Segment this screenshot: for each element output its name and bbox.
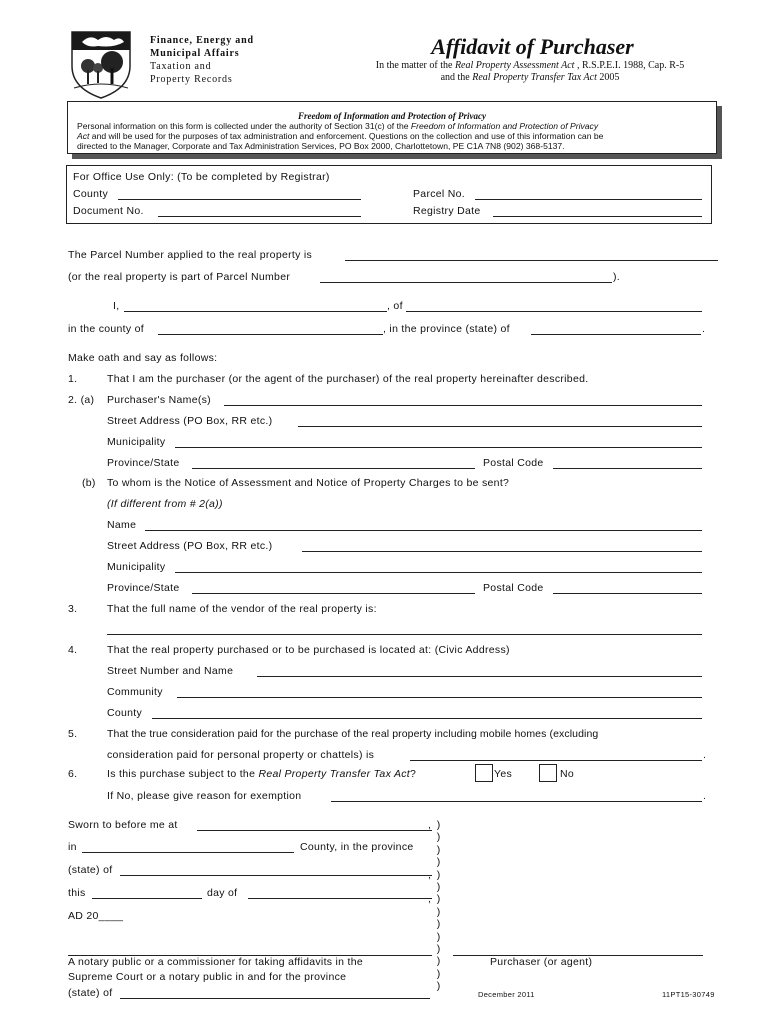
street-field-a[interactable]	[298, 415, 702, 427]
privacy-heading: Freedom of Information and Protection of Privacy	[298, 111, 486, 121]
municipality-field-b[interactable]	[175, 561, 702, 573]
item2a-number: 2. (a)	[68, 394, 95, 406]
dept-line3: Taxation and	[150, 61, 212, 72]
privacy-l2b: and will be used for the purposes of tax administration and enforcement. Questions on the collection and use of this information can be	[89, 131, 604, 141]
item3-number: 3.	[68, 603, 78, 615]
office-use-heading: For Office Use Only: (To be completed by Registrar)	[73, 171, 330, 183]
privacy-line1	[77, 121, 716, 131]
oath-label: Make oath and say as follows:	[68, 352, 218, 364]
notary-line-3: (state) of	[68, 987, 113, 999]
sworn-at-field[interactable]	[197, 819, 432, 831]
item6-number: 6.	[68, 768, 78, 780]
postal-label-b: Postal Code	[483, 582, 544, 594]
item5-text-1: That the true consideration paid for the purchase of the real property including mobile homes (excluding	[107, 728, 599, 740]
title-subtitle-1	[340, 60, 720, 71]
parcel-applied-label: The Parcel Number applied to the real property is	[68, 249, 313, 261]
office-document-label: Document No.	[73, 205, 144, 217]
province-field-a[interactable]	[192, 457, 475, 469]
postal-field-b[interactable]	[553, 582, 702, 594]
sub2-c: 2005	[596, 72, 620, 83]
sub1-b: Real Property Assessment Act	[454, 60, 575, 71]
form-title: Affidavit of Purchaser	[431, 34, 634, 59]
item1-number: 1.	[68, 373, 78, 385]
i-label: I,	[113, 300, 120, 312]
postal-field-a[interactable]	[553, 457, 702, 469]
if-different-label: (If different from # 2(a))	[107, 498, 223, 510]
privacy-l1a: Personal information on this form is collected under the authority of Section 31(c) of the	[77, 121, 411, 131]
no-checkbox[interactable]	[539, 764, 557, 782]
province-of-field[interactable]	[531, 323, 701, 335]
bracket-column: , ) ) ) ) , ) ) , ) ) ) ) ) ) ) )	[428, 819, 441, 993]
ad-label: AD 20____	[68, 910, 124, 922]
vendor-name-field[interactable]	[107, 623, 702, 635]
consideration-period: .	[703, 749, 707, 761]
community-label: Community	[107, 686, 163, 698]
item4-text: That the real property purchased or to be purchased is located at: (Civic Address)	[107, 644, 510, 656]
privacy-line3: directed to the Manager, Corporate and Tax Administration Services, PO Box 2000, Charlottetown, PE C1A 7N8 (902) 368-5137.	[77, 141, 565, 151]
county-label-4: County	[107, 707, 143, 719]
county-of-label: in the county of	[68, 323, 145, 335]
state-of-field[interactable]	[120, 864, 432, 876]
county-of-field[interactable]	[158, 323, 383, 335]
part-parcel-field[interactable]	[320, 271, 612, 283]
purchasers-name-label: Purchaser's Name(s)	[107, 394, 211, 406]
office-parcel-field[interactable]	[475, 188, 702, 200]
notary-line-1: A notary public or a commissioner for taking affidavits in the	[68, 956, 364, 968]
postal-label-a: Postal Code	[483, 457, 544, 469]
province-field-b[interactable]	[192, 582, 475, 594]
item6-text	[107, 768, 416, 780]
sworn-label: Sworn to before me at	[68, 819, 178, 831]
deponent-of-field[interactable]	[406, 300, 702, 312]
municipality-field-a[interactable]	[175, 436, 702, 448]
privacy-box	[67, 101, 717, 154]
name-label-b: Name	[107, 519, 137, 531]
item4-number: 4.	[68, 644, 78, 656]
purchasers-name-field[interactable]	[224, 394, 702, 406]
item6-a: Is this purchase subject to the	[107, 768, 259, 780]
this-day-field[interactable]	[92, 887, 202, 899]
name-field-b[interactable]	[145, 519, 702, 531]
privacy-line2	[77, 131, 716, 141]
community-field[interactable]	[177, 686, 702, 698]
in-county-field[interactable]	[82, 841, 294, 853]
consideration-field[interactable]	[410, 749, 702, 761]
municipality-label-b: Municipality	[107, 561, 166, 573]
county-province-label: County, in the province	[300, 841, 414, 853]
exemption-field[interactable]	[331, 790, 702, 802]
item5-text-2: consideration paid for personal property or chattels) is	[107, 749, 375, 761]
province-of-period: .	[702, 323, 706, 335]
title-subtitle-2	[340, 72, 720, 83]
sub1-c: , R.S.P.E.I. 1988, Cap. R-5	[574, 60, 685, 71]
sub2-a: and the	[440, 72, 473, 83]
dept-line1: Finance, Energy and	[150, 35, 254, 46]
notary-line-2: Supreme Court or a notary public in and for the province	[68, 971, 347, 983]
item1-text: That I am the purchaser (or the agent of the purchaser) of the real property hereinafter described.	[107, 373, 589, 385]
province-label-b: Province/State	[107, 582, 180, 594]
item3-text: That the full name of the vendor of the real property is:	[107, 603, 377, 615]
deponent-name-field[interactable]	[124, 300, 387, 312]
dept-line4: Property Records	[150, 74, 233, 85]
sub1-a: In the matter of the	[375, 60, 455, 71]
notary-signature-line[interactable]	[68, 944, 432, 956]
province-of-label: , in the province (state) of	[383, 323, 510, 335]
office-parcel-label: Parcel No.	[413, 188, 466, 200]
purchaser-signature-line[interactable]	[453, 944, 703, 956]
item5-number: 5.	[68, 728, 78, 740]
notary-state-field[interactable]	[120, 987, 430, 999]
crest-logo	[68, 30, 134, 100]
privacy-l1b: Freedom of Information and Protection of Privacy	[410, 121, 599, 131]
this-label: this	[68, 887, 86, 899]
in-label: in	[68, 841, 77, 853]
form-number: 11PT15-30749	[662, 990, 715, 999]
yes-label: Yes	[494, 768, 513, 780]
of-label: , of	[387, 300, 403, 312]
street-field-b[interactable]	[302, 540, 702, 552]
exemption-label: If No, please give reason for exemption	[107, 790, 302, 802]
item6-q: ?	[410, 768, 417, 780]
state-of-label: (state) of	[68, 864, 113, 876]
dept-line2: Municipal Affairs	[150, 48, 240, 59]
purchaser-agent-label: Purchaser (or agent)	[490, 956, 593, 968]
exemption-period: .	[703, 790, 707, 802]
item6-act: Real Property Transfer Tax Act	[258, 768, 411, 780]
privacy-l2a: Act	[77, 131, 90, 141]
street-number-field[interactable]	[257, 665, 702, 677]
county-field-4[interactable]	[152, 707, 702, 719]
street-number-label: Street Number and Name	[107, 665, 234, 677]
department-name	[150, 34, 254, 86]
office-registry-field[interactable]	[493, 205, 702, 217]
province-label-a: Province/State	[107, 457, 180, 469]
item2b-number: (b)	[82, 477, 96, 489]
street-label-b: Street Address (PO Box, RR etc.)	[107, 540, 273, 552]
item2b-text: To whom is the Notice of Assessment and Notice of Property Charges to be sent?	[107, 477, 510, 489]
revision-date: December 2011	[478, 990, 535, 999]
office-registry-label: Registry Date	[413, 205, 481, 217]
day-of-field[interactable]	[248, 887, 432, 899]
no-label: No	[560, 768, 575, 780]
or-part-close: ).	[613, 271, 621, 283]
office-county-label: County	[73, 188, 109, 200]
sub2-b: Real Property Transfer Tax Act	[472, 72, 597, 83]
or-part-label: (or the real property is part of Parcel Number	[68, 271, 291, 283]
municipality-label-a: Municipality	[107, 436, 166, 448]
parcel-number-field[interactable]	[345, 249, 718, 261]
yes-checkbox[interactable]	[475, 764, 493, 782]
street-label-a: Street Address (PO Box, RR etc.)	[107, 415, 273, 427]
office-document-field[interactable]	[158, 205, 361, 217]
office-county-field[interactable]	[118, 188, 361, 200]
day-of-label: day of	[207, 887, 238, 899]
